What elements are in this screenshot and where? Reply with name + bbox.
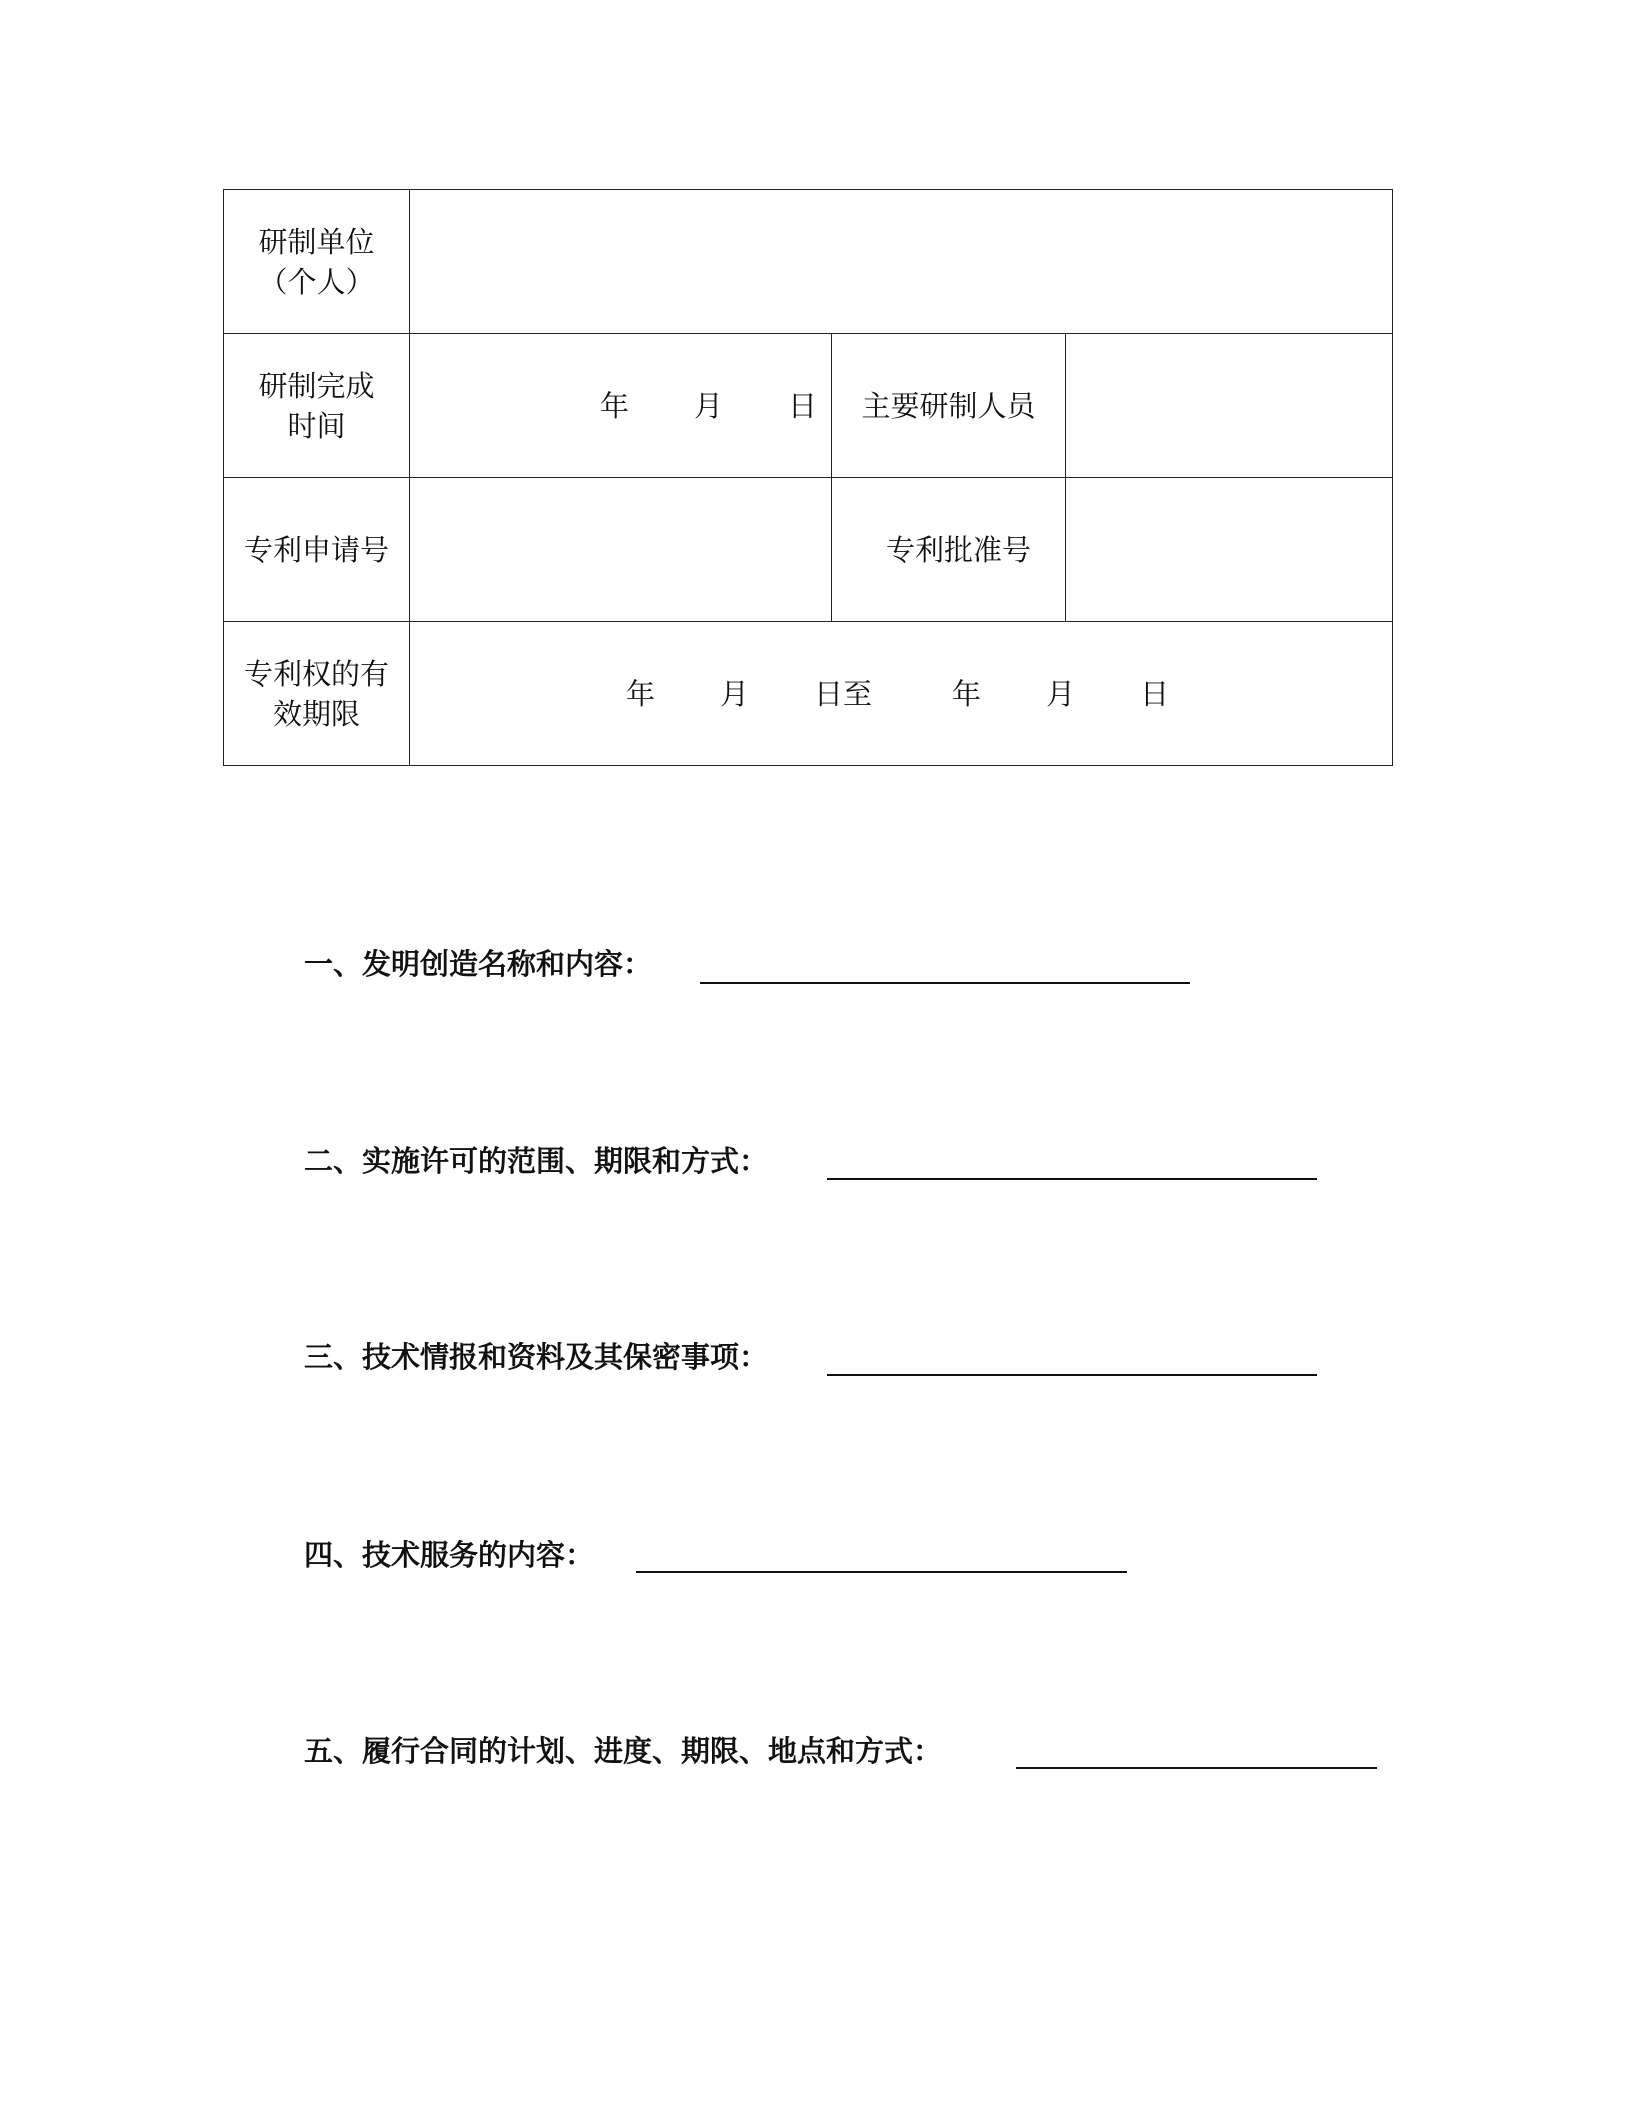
validity-period-label: 专利权的有效期限 [224,622,410,766]
section-1-heading: 一、发明创造名称和内容： [304,947,653,981]
start-year-label: 年 [626,676,656,711]
day-label: 日 [787,388,817,423]
completion-time-label: 研制完成时间 [224,334,410,478]
end-month-label: 月 [1046,676,1076,711]
section-4-blank[interactable] [636,1571,1127,1573]
end-day-label: 日 [1140,676,1170,711]
section-5-heading: 五、履行合同的计划、进度、期限、地点和方式： [304,1734,943,1768]
section-2-blank[interactable] [827,1178,1317,1180]
month-label: 月 [693,388,723,423]
validity-period-field[interactable] [410,622,1393,766]
section-5-blank[interactable] [1016,1767,1377,1769]
unit-field[interactable] [410,190,1393,334]
main-developers-field[interactable] [1066,334,1393,478]
application-number-field[interactable] [410,478,832,622]
section-3-blank[interactable] [827,1374,1317,1376]
main-developers-label: 主要研制人员 [832,334,1066,478]
year-label: 年 [599,388,629,423]
section-3-heading: 三、技术情报和资料及其保密事项： [304,1340,769,1374]
approval-number-field[interactable] [1066,478,1393,622]
unit-label: 研制单位（个人） [224,190,410,334]
section-1-blank[interactable] [700,982,1190,984]
start-day-label: 日至 [814,676,873,711]
section-2-heading: 二、实施许可的范围、期限和方式： [304,1144,769,1178]
start-month-label: 月 [720,676,750,711]
approval-number-label: 专利批准号 [832,478,1066,622]
end-year-label: 年 [952,676,982,711]
completion-date-field[interactable] [410,334,832,478]
section-4-heading: 四、技术服务的内容： [304,1538,595,1572]
patent-info-table [223,189,1393,766]
application-number-label: 专利申请号 [224,478,410,622]
